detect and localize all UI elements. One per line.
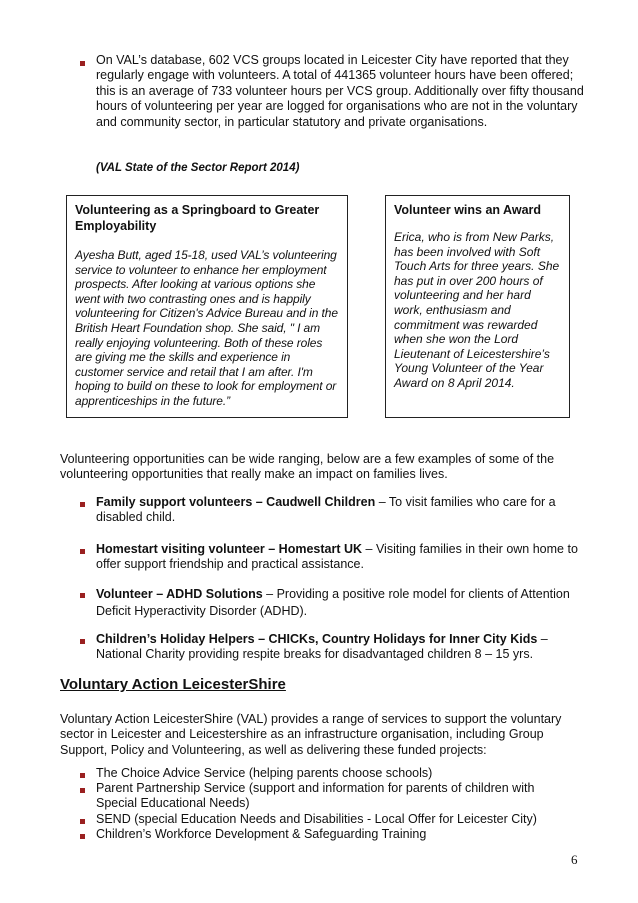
example-item [96,586,576,620]
bullet-marker [80,819,85,824]
section-heading: Voluntary Action LeicesterShire [60,676,286,693]
example-desc: – Visiting families in their own home to offer support friendship and practical assistance. [96,542,578,572]
example-desc: – Providing a positive role model for clients of Attention Deficit Hyperactivity Disorder (ADHD). [96,587,570,618]
project-item: Children’s Workforce Development & Safeguarding Training [96,827,427,841]
stats-paragraph: On VAL’s database, 602 VCS groups located in Leicester City have reported that they regularly engage with volunteers. A total of 441365 volunteer hours have been offered; this is an average of 733 volunteer hours per VCS group. Additionally over fifty thousand hours of volunteering per year are logged for organisations who are not in the voluntary and community sector, in particular statutory and private organisations. [96,53,584,129]
example-title: Family support volunteers – Caudwell Children [96,495,376,509]
box-title: Volunteering as a Springboard to Greater Employability [75,203,320,233]
bullet-marker [80,773,85,778]
example-desc: – To visit families who care for a disabled child. [96,495,556,525]
project-item: The Choice Advice Service (helping parents choose schools) [96,766,433,780]
source-citation: (VAL State of the Sector Report 2014) [96,162,300,174]
example-title: Volunteer – ADHD Solutions [96,587,263,601]
bullet-marker [80,639,85,644]
section-paragraph: Voluntary Action LeicesterShire (VAL) provides a range of services to support the voluntary sector in Leicester and Leicestershire as an infrastructure organisation, including Group Support, Policy and Volunteering, as well as delivering these funded projects: [60,712,562,757]
box-title: Volunteer wins an Award [394,203,542,217]
bullet-marker [80,788,85,793]
project-item: SEND (special Education Needs and Disabilities - Local Offer for Leicester City) [96,812,537,826]
example-item [96,632,586,663]
page-number: 6 [571,852,578,867]
example-item [96,542,582,573]
box-body: Ayesha Butt, aged 15-18, used VAL’s volunteering service to volunteer to enhance her employment prospects. After looking at various options she went with two contrasting ones and is happily volunteering for Citizen's Advice Bureau and in the British Heart Foundation shop. She said, " I am really enjoying volunteering. Both of these roles are giving me the skills and experience in customer service and retail that I am after. I'm hoping to build on these to look for employment or apprenticeships in the future.” [75,248,338,408]
example-desc: – National Charity providing respite breaks for disadvantaged children 8 – 15 yrs. [96,632,548,662]
bullet-marker [80,61,85,66]
case-study-box-award [385,195,570,418]
example-title: Homestart visiting volunteer – Homestart UK [96,542,363,556]
bullet-marker [80,593,85,598]
project-item: Parent Partnership Service (support and information for parents of children with Special Educational Needs) [96,781,535,811]
box-body: Erica, who is from New Parks, has been involved with Soft Touch Arts for three years. She has put in over 200 hours of volunteering and her hard work, enthusiasm and commitment was rewarded when she won the Lord Lieutenant of Leicestershire’s Young Volunteer of the Year Award on 8 April 2014. [394,230,560,390]
intro-paragraph: Volunteering opportunities can be wide ranging, below are a few examples of some of the volunteering opportunities that really make an impact on families lives. [60,452,555,482]
bullet-marker [80,834,85,839]
example-item [96,495,582,526]
example-title: Children’s Holiday Helpers – CHICKs, Country Holidays for Inner City Kids [96,632,538,646]
bullet-marker [80,502,85,507]
case-study-box-employability [66,195,348,418]
bullet-marker [80,549,85,554]
